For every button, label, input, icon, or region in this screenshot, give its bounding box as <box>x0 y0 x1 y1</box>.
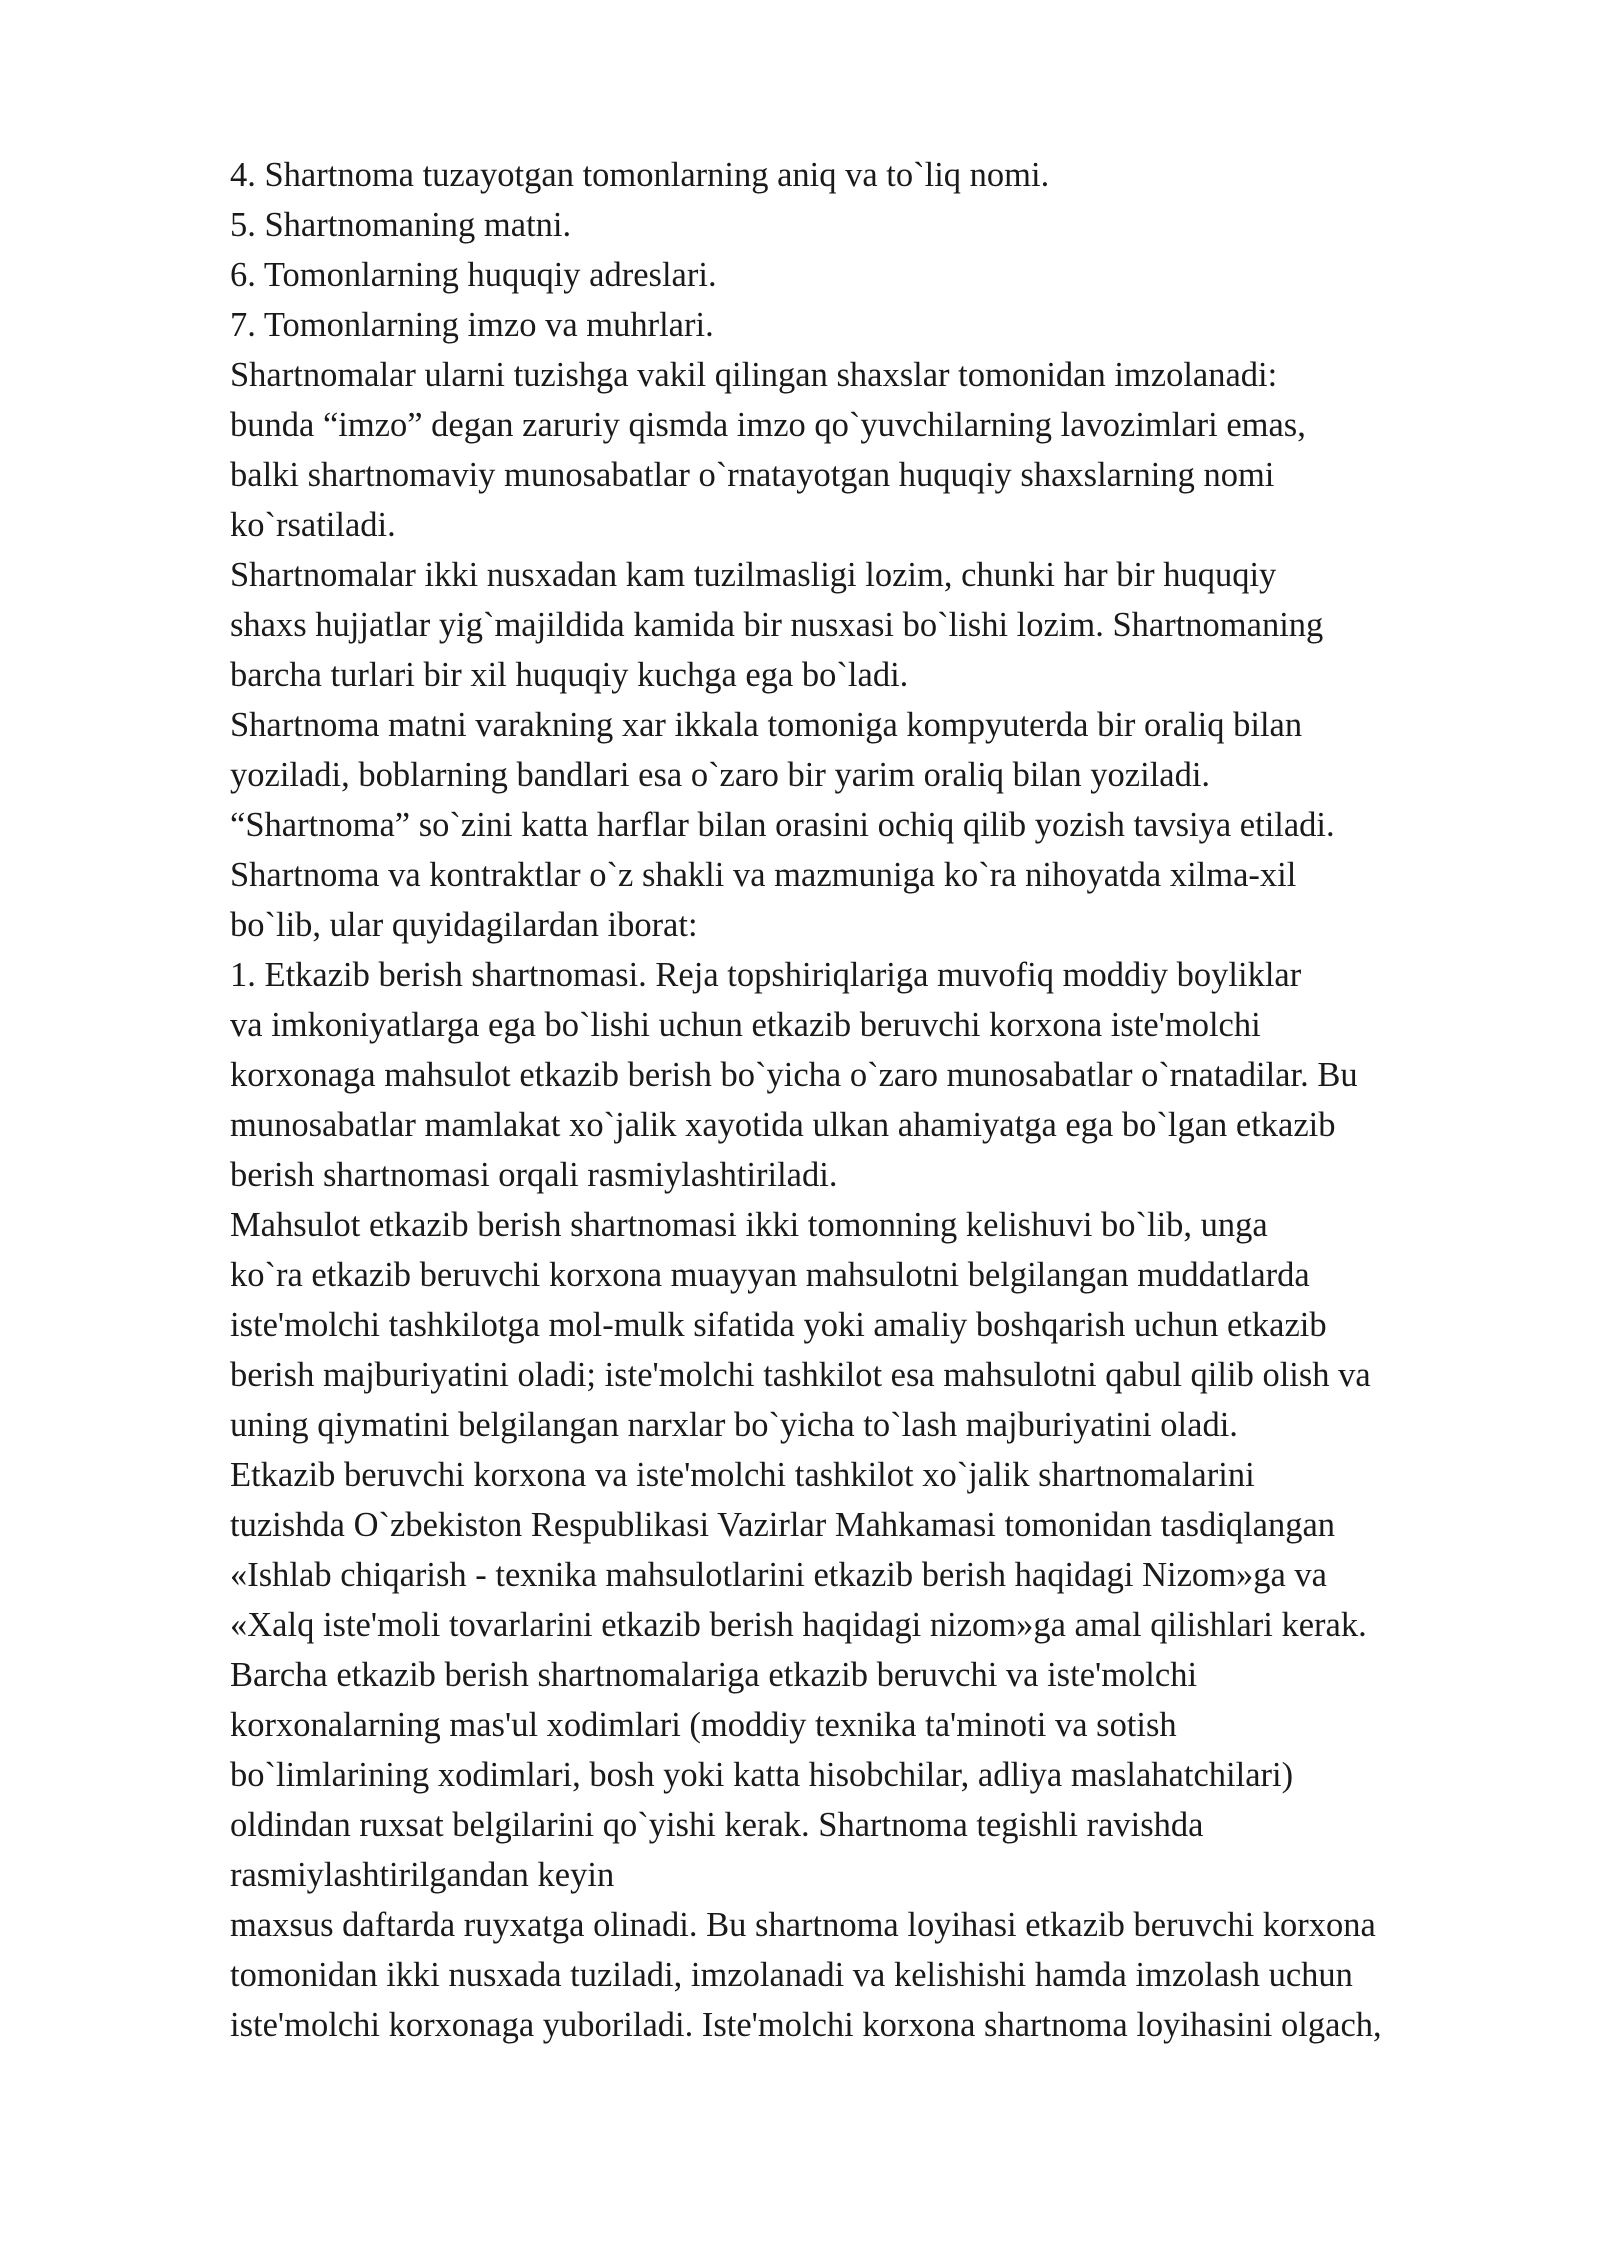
text-line: oldindan ruxsat belgilarini qo`yishi kerak. Shartnoma tegishli ravishda <box>230 1806 1204 1844</box>
text-line: “Shartnoma” so`zini katta harflar bilan orasini ochiq qilib yozish tavsiya etiladi. <box>230 806 1335 844</box>
text-line: 4. Shartnoma tuzayotgan tomonlarning aniq va to`liq nomi. <box>230 156 1050 194</box>
text-line: iste'molchi korxonaga yuboriladi. Iste'molchi korxona shartnoma loyihasini olgach, <box>230 2006 1382 2044</box>
text-line: korxonaga mahsulot etkazib berish bo`yicha o`zaro munosabatlar o`rnatadilar. Bu <box>230 1056 1358 1094</box>
text-line: ko`rsatiladi. <box>230 506 396 544</box>
text-line: barcha turlari bir xil huquqiy kuchga ega bo`ladi. <box>230 656 909 694</box>
text-line: va imkoniyatlarga ega bo`lishi uchun etkazib beruvchi korxona iste'molchi <box>230 1006 1261 1044</box>
document-page <box>230 150 1560 2050</box>
text-line: bo`limlarining xodimlari, bosh yoki katta hisobchilar, adliya maslahatchilari) <box>230 1756 1294 1794</box>
text-line: Shartnomalar ikki nusxadan kam tuzilmasligi lozim, chunki har bir huquqiy <box>230 556 1277 594</box>
text-line: berish majburiyatini oladi; iste'molchi tashkilot esa mahsulotni qabul qilib olish va <box>230 1356 1371 1394</box>
text-line: iste'molchi tashkilotga mol-mulk sifatida yoki amaliy boshqarish uchun etkazib <box>230 1306 1327 1344</box>
text-line: 5. Shartnomaning matni. <box>230 206 572 244</box>
text-line: 1. Etkazib berish shartnomasi. Reja topshiriqlariga muvofiq moddiy boyliklar <box>230 956 1302 994</box>
text-line: berish shartnomasi orqali rasmiylashtiriladi. <box>230 1156 838 1194</box>
text-line: «Xalq iste'moli tovarlarini etkazib berish haqidagi nizom»ga amal qilishlari kerak. <box>230 1606 1367 1644</box>
text-line: Shartnoma va kontraktlar o`z shakli va mazmuniga ko`ra nihoyatda xilma-xil <box>230 856 1297 894</box>
text-line: maxsus daftarda ruyxatga olinadi. Bu shartnoma loyihasi etkazib beruvchi korxona <box>230 1906 1376 1944</box>
text-line: rasmiylashtirilgandan keyin <box>230 1856 615 1894</box>
text-line: yoziladi, boblarning bandlari esa o`zaro bir yarim oraliq bilan yoziladi. <box>230 756 1211 794</box>
text-line: bunda “imzo” degan zaruriy qismda imzo qo`yuvchilarning lavozimlari emas, <box>230 406 1306 444</box>
text-line: balki shartnomaviy munosabatlar o`rnatayotgan huquqiy shaxslarning nomi <box>230 456 1275 494</box>
text-line: Etkazib beruvchi korxona va iste'molchi tashkilot xo`jalik shartnomalarini <box>230 1456 1255 1494</box>
text-line: uning qiymatini belgilangan narxlar bo`yicha to`lash majburiyatini oladi. <box>230 1406 1238 1444</box>
text-line: munosabatlar mamlakat xo`jalik xayotida ulkan ahamiyatga ega bo`lgan etkazib <box>230 1106 1336 1144</box>
text-line: 7. Tomonlarning imzo va muhrlari. <box>230 306 714 344</box>
text-line: ko`ra etkazib beruvchi korxona muayyan mahsulotni belgilangan muddatlarda <box>230 1256 1310 1294</box>
text-line: tomonidan ikki nusxada tuziladi, imzolanadi va kelishishi hamda imzolash uchun <box>230 1956 1353 1994</box>
text-line: 6. Tomonlarning huquqiy adreslari. <box>230 256 717 294</box>
text-line: tuzishda O`zbekiston Respublikasi Vazirlar Mahkamasi tomonidan tasdiqlangan <box>230 1506 1336 1544</box>
text-line: Barcha etkazib berish shartnomalariga etkazib beruvchi va iste'molchi <box>230 1656 1198 1694</box>
text-line: korxonalarning mas'ul xodimlari (moddiy texnika ta'minoti va sotish <box>230 1706 1177 1744</box>
text-line: Shartnomalar ularni tuzishga vakil qilingan shaxslar tomonidan imzolanadi: <box>230 356 1278 394</box>
text-line: bo`lib, ular quyidagilardan iborat: <box>230 906 698 944</box>
text-line: Shartnoma matni varakning xar ikkala tomoniga kompyuterda bir oraliq bilan <box>230 706 1303 744</box>
text-line: Mahsulot etkazib berish shartnomasi ikki tomonning kelishuvi bo`lib, unga <box>230 1206 1268 1244</box>
text-line: shaxs hujjatlar yig`majildida kamida bir nusxasi bo`lishi lozim. Shartnomaning <box>230 606 1324 644</box>
text-line: «Ishlab chiqarish - texnika mahsulotlarini etkazib berish haqidagi Nizom»ga va <box>230 1556 1327 1594</box>
